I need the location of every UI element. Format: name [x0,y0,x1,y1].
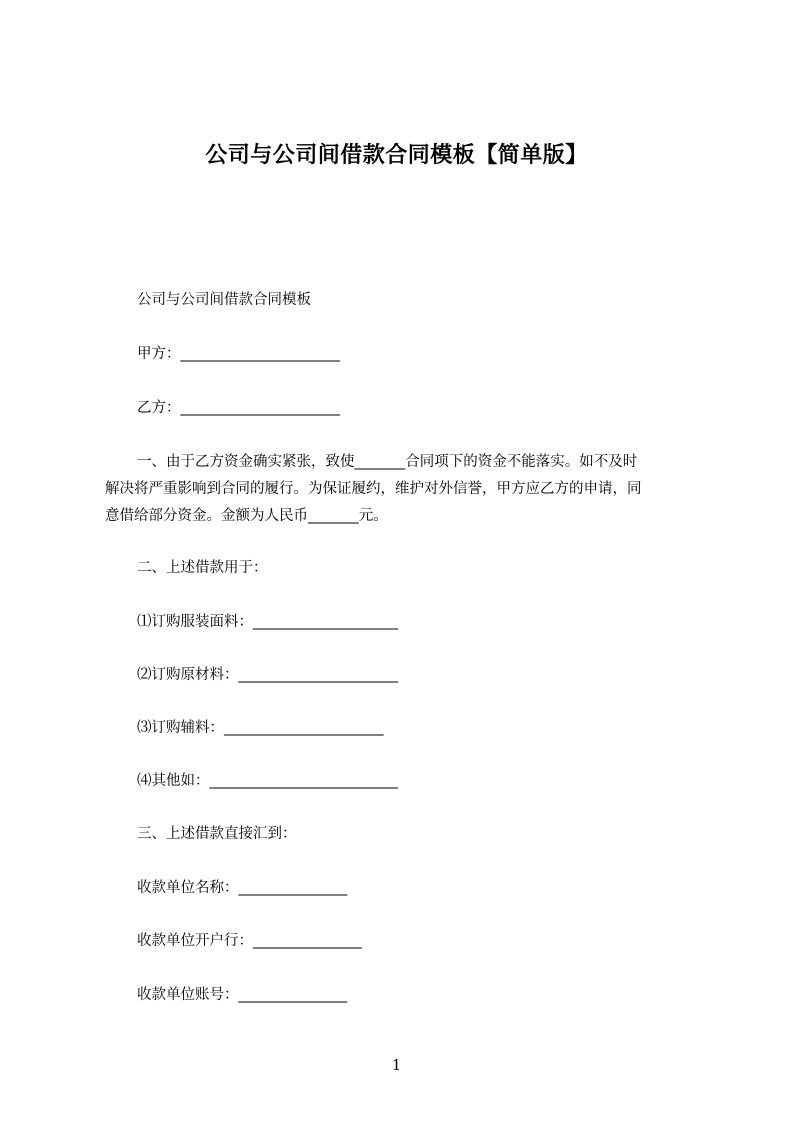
clause-2-item-4: ⑷其他如：__________________________ [137,773,398,789]
clause-1-line-3: 意借给部分资金。金额为人民币_______元。 [105,508,388,524]
payee-bank-line: 收款单位开户行：_______________ [137,933,362,949]
document-title: 公司与公司间借款合同模板【简单版】 [205,143,588,168]
clause-2-heading: 二、上述借款用于： [137,560,268,576]
clause-1-line-2: 解决将严重影响到合同的履行。为保证履约，维护对外信誉，甲方应乙方的申请，同 [105,481,642,497]
clause-2-item-3: ⑶订购辅料：______________________ [137,720,384,736]
clause-1-line-1: 一、由于乙方资金确实紧张，致使_______合同项下的资金不能落实。如不及时 [137,454,638,470]
page-number: 1 [391,1056,402,1074]
clause-2-item-2: ⑵订购原材料：______________________ [137,667,398,683]
document-subtitle: 公司与公司间借款合同模板 [137,292,311,308]
clause-2-item-1: ⑴订购服装面料：____________________ [137,614,398,630]
clause-3-heading: 三、上述借款直接汇到： [137,826,297,842]
payee-name-line: 收款单位名称：_______________ [137,880,348,896]
party-b-line: 乙方：______________________ [137,400,340,416]
party-a-line: 甲方：______________________ [137,346,340,362]
clause-1-paragraph [105,449,700,530]
payee-account-line: 收款单位账号：_______________ [137,987,348,1003]
